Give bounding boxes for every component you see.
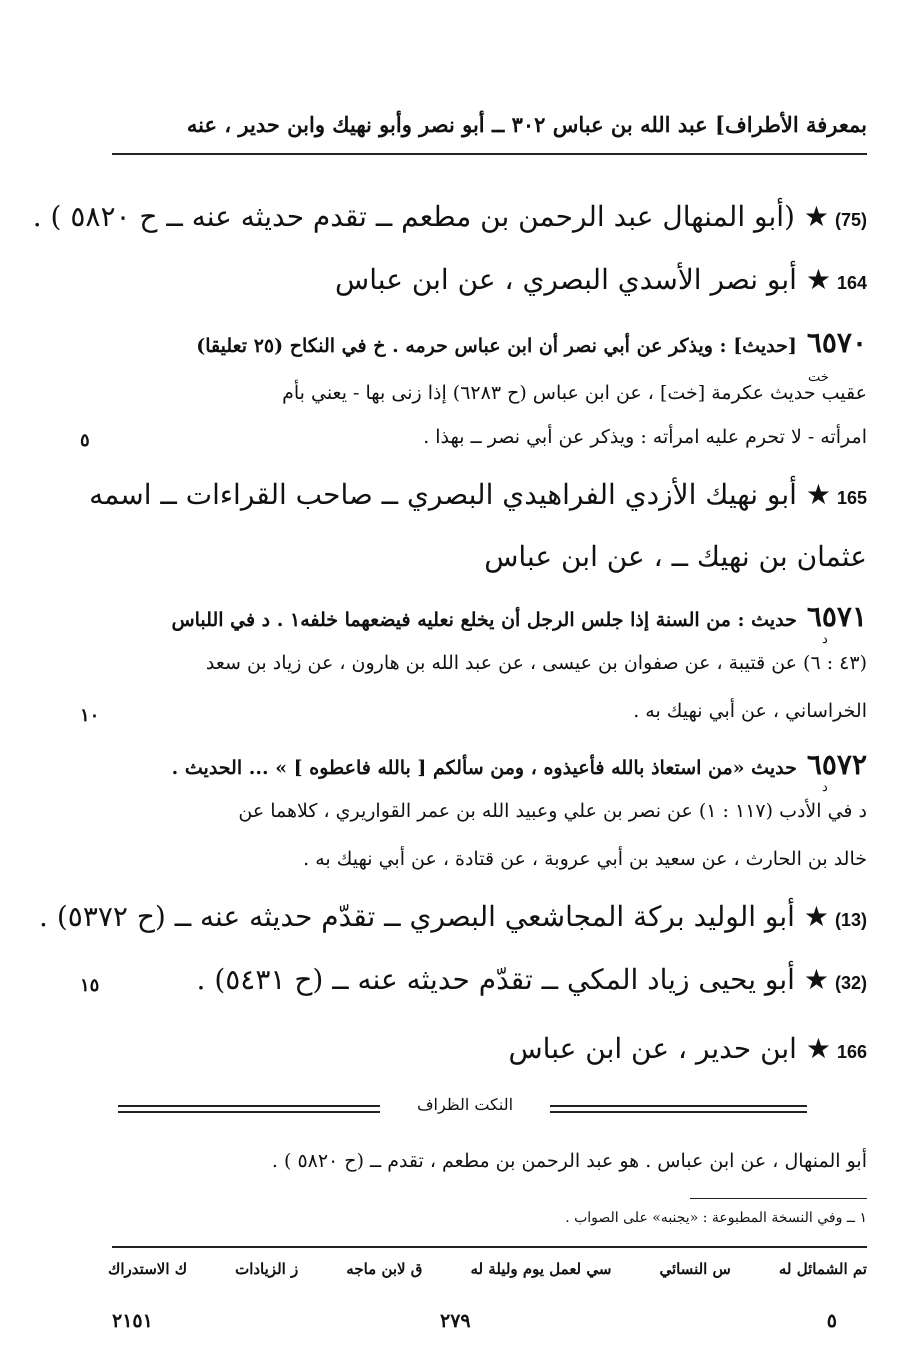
running-header: [108, 112, 867, 152]
notes-title: النكت الظراف: [380, 1095, 550, 1114]
entry-text: ★ أبو نصر الأسدي البصري ، عن ابن عباس: [335, 263, 831, 296]
abbr-item: ز الزيادات: [235, 1260, 299, 1278]
entry-text: ★ (أبو المنهال عبد الرحمن بن مطعم ــ تقدم حديثه عنه ــ ح ٥٨٢٠ ) .: [32, 200, 829, 233]
sigla-d: د: [822, 632, 828, 647]
hadith-6570-line1: [108, 326, 867, 359]
abbreviations-rule: [112, 1246, 867, 1248]
abbr-item: تم الشمائل له: [778, 1260, 867, 1278]
page-number: ٢٧٩: [440, 1310, 471, 1332]
entry-number: 165: [836, 488, 867, 508]
entry-13: [39, 900, 867, 933]
entry-32: [108, 963, 867, 996]
entry-text: ★ ابن حدير ، عن ابن عباس: [508, 1032, 831, 1065]
hadith-number: ٦٥٧٠: [806, 326, 867, 359]
entry-166: [108, 1032, 867, 1065]
hadith-number: ٦٥٧١: [806, 600, 867, 633]
hadith-6571-line1: [108, 600, 867, 633]
entry-164: [108, 263, 867, 296]
footer-left: ٢١٥١: [112, 1310, 153, 1332]
margin-line-5: ٥: [80, 430, 90, 451]
header-title: بمعرفة الأطراف] عبد الله بن عباس ٣٠٢ ــ أبو نصر وأبو نهيك وابن حدير ، عنه: [186, 112, 867, 137]
entry-165-line2: [108, 540, 867, 573]
hadith-number: ٦٥٧٢: [806, 748, 867, 781]
abbr-item: ق لابن ماجه: [346, 1260, 423, 1278]
abbreviations-row: [108, 1260, 867, 1278]
notes-text: أبو المنهال ، عن ابن عباس . هو عبد الرحمن بن مطعم ، تقدم ــ (ح ٥٨٢٠ ) .: [271, 1150, 867, 1172]
entry-number: 166: [836, 1042, 867, 1062]
footnote-rule: [690, 1198, 867, 1199]
footer-right: ٥: [826, 1310, 837, 1332]
entry-number: (75): [834, 210, 867, 230]
entry-text: ★ أبو يحيى زياد المكي ــ تقدّم حديثه عنه ــ (ح ٥٤٣١) .: [196, 963, 829, 996]
hadith-6572-line1: [108, 748, 867, 781]
hadith-text: [حديث] : ويذكر عن أبي نصر أن ابن عباس حرمه . خ في النكاح (٢٥ تعليقا): [196, 335, 797, 357]
entry-number: (32): [834, 973, 867, 993]
entry-text: ★ أبو الوليد بركة المجاشعي البصري ــ تقدّم حديثه عنه ــ (ح ٥٣٧٢) .: [39, 900, 829, 933]
footnote: ١ ــ وفي النسخة المطبوعة : «يجنبه» على الصواب .: [565, 1210, 867, 1226]
hadith-6571-line3: الخراساني ، عن أبي نهيك به .: [633, 700, 867, 722]
margin-line-10: ١٠: [80, 705, 100, 726]
abbr-item: ك الاستدراك: [108, 1260, 188, 1278]
entry-165-line1: [89, 478, 867, 511]
margin-line-15: ١٥: [80, 975, 100, 996]
hadith-6571-line2: (٤٣ : ٦) عن قتيبة ، عن صفوان بن عيسى ، عن عبد الله بن هارون ، عن زياد بن سعد: [205, 652, 867, 674]
hadith-text: حديث «من استعاذ بالله فأعيذوه ، ومن سألكم [ بالله فاعطوه ] » ... الحديث .: [171, 757, 797, 779]
hadith-6570-line2: عقيب حديث عكرمة [خت] ، عن ابن عباس (ح ٦٢٨٣) إذا زنى بها - يعني بأم: [282, 382, 867, 404]
hadith-6570-line3: امرأته - لا تحرم عليه امرأته : ويذكر عن أبي نصر ــ بهذا .: [423, 426, 867, 448]
hadith-6572-line2: د في الأدب (١١٧ : ١) عن نصر بن علي وعبيد الله بن عمر القواريري ، كلاهما عن: [238, 800, 867, 822]
abbr-item: س النسائي: [659, 1260, 731, 1278]
header-rule: [112, 153, 867, 155]
entry-number: 164: [836, 273, 867, 293]
sigla-d: د: [822, 780, 828, 795]
hadith-text: حديث : من السنة إذا جلس الرجل أن يخلع نعليه فيضعهما خلفه١ . د في اللباس: [171, 609, 797, 631]
hadith-6572-line3: خالد بن الحارث ، عن سعيد بن أبي عروبة ، عن قتادة ، عن أبي نهيك به .: [303, 848, 867, 870]
entry-number: (13): [834, 910, 867, 930]
entry-text: ★ أبو نهيك الأزدي الفراهيدي البصري ــ صاحب القراءات ــ اسمه: [89, 478, 831, 511]
entry-text: عثمان بن نهيك ــ ، عن ابن عباس: [484, 540, 867, 573]
abbr-item: سي لعمل يوم وليلة له: [470, 1260, 612, 1278]
entry-75: [32, 200, 867, 233]
sigla-kht: خت: [808, 370, 829, 385]
